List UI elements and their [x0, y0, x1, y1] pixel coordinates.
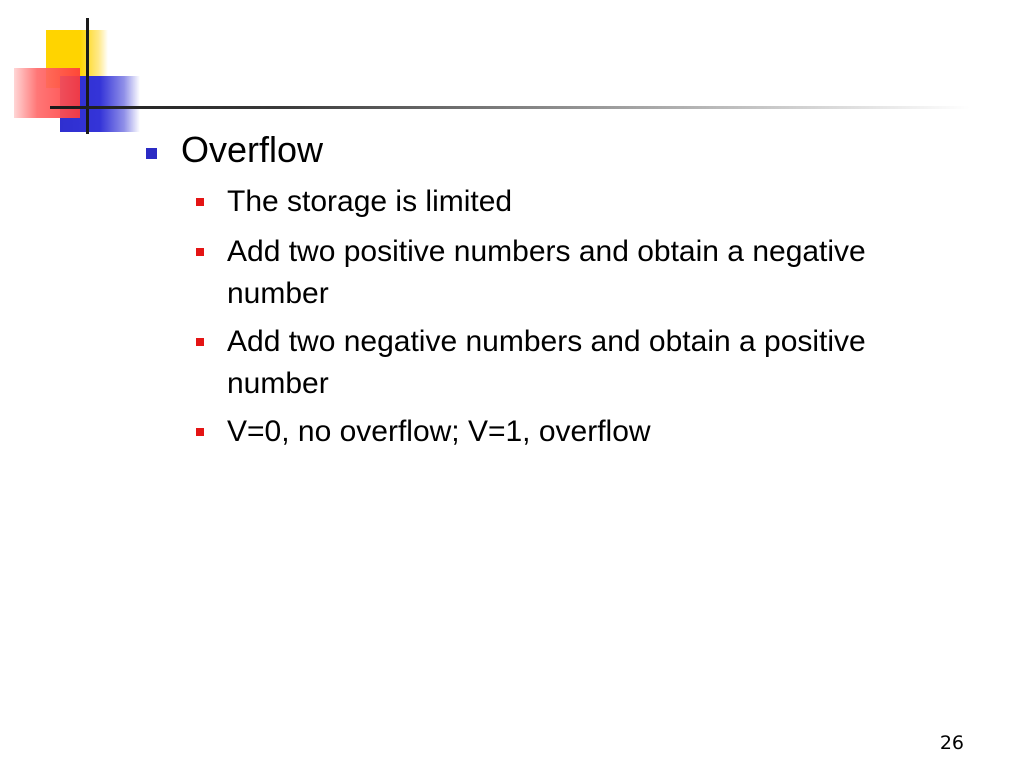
square-bullet-icon	[196, 248, 204, 256]
sub-bullet-v-flag	[227, 411, 967, 453]
title-divider-line	[50, 106, 970, 109]
sub-bullet-text: Add two positive numbers and obtain a negative number	[227, 235, 866, 310]
page-number: 26	[939, 732, 964, 754]
sub-bullet-storage-limited	[227, 181, 967, 223]
sub-bullet-negative-sum	[227, 321, 967, 405]
sub-bullet-text: Add two negative numbers and obtain a positive number	[227, 325, 866, 400]
logo-vertical-line	[86, 18, 89, 134]
logo-red-square	[14, 68, 80, 118]
square-bullet-icon	[196, 338, 204, 346]
bullet-text: Overflow	[181, 129, 324, 170]
bullet-overflow	[181, 130, 323, 170]
sub-bullet-positive-sum	[227, 231, 967, 315]
square-bullet-icon	[196, 428, 204, 436]
sub-bullet-text: V=0, no overflow; V=1, overflow	[227, 415, 651, 448]
sub-bullet-text: The storage is limited	[227, 185, 513, 218]
square-bullet-icon	[196, 198, 204, 206]
square-bullet-icon	[146, 148, 157, 159]
